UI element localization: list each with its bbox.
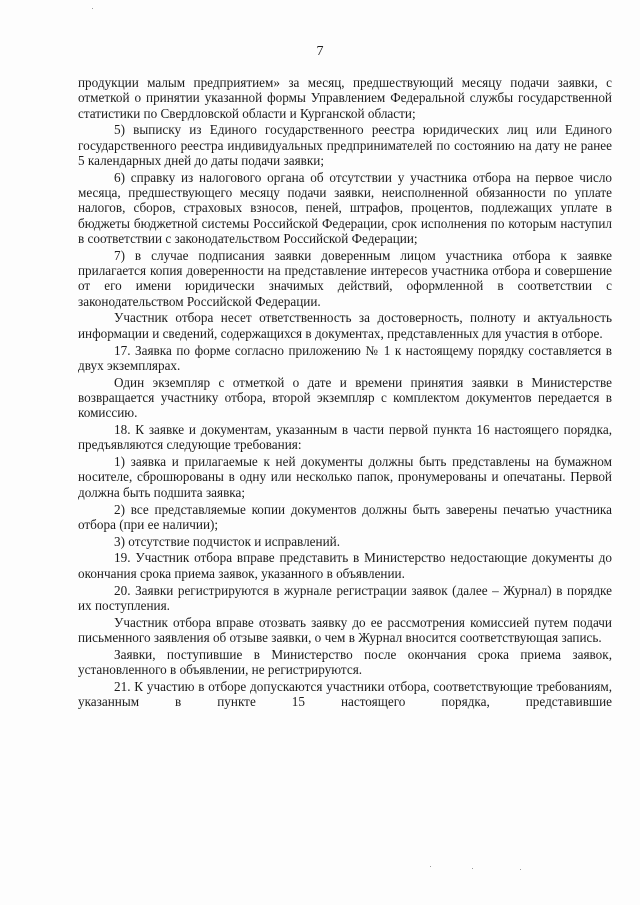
- scan-speck: [430, 866, 431, 867]
- scan-speck: [520, 869, 521, 870]
- paragraph: Участник отбора несет ответственность за достоверность, полноту и актуальность информации и сведений, содержащихся в документах, представленных для участия в отборе.: [78, 310, 612, 341]
- paragraph: Участник отбора вправе отозвать заявку до ее рассмотрения комиссией путем подачи письменного заявления об отзыве заявки, о чем в Журнал вносится соответствующая запись.: [78, 614, 612, 645]
- paragraph: продукции малым предприятием» за месяц, предшествующий месяцу подачи заявки, с отметкой о принятии указанной формы Управлением Федеральной службы государственной статистики по Свердловской области и Курганской области;: [78, 75, 612, 121]
- document-body: [78, 75, 612, 711]
- paragraph: 21. К участию в отборе допускаются участники отбора, соответствующие требованиям, указанным в пункте 15 настоящего порядка, представившие: [78, 678, 612, 710]
- scan-speck: [472, 868, 473, 869]
- paragraph: 20. Заявки регистрируются в журнале регистрации заявок (далее – Журнал) в порядке их поступления.: [78, 582, 612, 613]
- paragraph: 17. Заявка по форме согласно приложению № 1 к настоящему порядку составляется в двух экземплярах.: [78, 342, 612, 373]
- paragraph: 1) заявка и прилагаемые к ней документы должны быть представлены на бумажном носителе, сброшюрованы в одну или несколько папок, пронумерованы и опечатаны. Первой должна быть подшита заявка;: [78, 454, 612, 500]
- paragraph: 3) отсутствие подчисток и исправлений.: [114, 533, 341, 549]
- paragraph: 6) справку из налогового органа об отсутствии у участника отбора на первое число месяца, предшествующего месяцу подачи заявки, неисполненной обязанности по уплате налогов, сборов, страховых взносов, пеней, штрафов, процентов, подлежащих уплате в бюджеты бюджетной системы Российской Федерации, срок исполнения по которым наступил в соответствии с законодательством Российской Федерации;: [78, 169, 612, 246]
- paragraph: 18. К заявке и документам, указанным в части первой пункта 16 настоящего порядка, предъявляются следующие требования:: [78, 422, 612, 453]
- paragraph: 19. Участник отбора вправе представить в Министерство недостающие документы до окончания срока приема заявок, указанного в объявлении.: [78, 550, 612, 581]
- paragraph: Заявки, поступившие в Министерство после окончания срока приема заявок, установленного в объявлении, не регистрируются.: [78, 646, 612, 677]
- paragraph: 7) в случае подписания заявки доверенным лицом участника отбора к заявке прилагается копия доверенности на представление интересов участника отбора и совершение от его имени юридически значимых действий, оформленной в соответствии с законодательством Российской Федерации.: [78, 247, 612, 309]
- paragraph: 2) все представляемые копии документов должны быть заверены печатью участника отбора (при ее наличии);: [78, 501, 612, 532]
- paragraph: Один экземпляр с отметкой о дате и времени принятия заявки в Министерстве возвращается участнику отбора, второй экземпляр с комплектом документов передается в комиссию.: [78, 374, 612, 421]
- page-number: 7: [316, 44, 324, 59]
- scan-speck: [92, 8, 93, 9]
- paragraph: 5) выписку из Единого государственного реестра юридических лиц или Единого государственного реестра индивидуальных предпринимателей по состоянию на дату не ранее 5 календарных дней до даты подачи заявки;: [78, 122, 612, 168]
